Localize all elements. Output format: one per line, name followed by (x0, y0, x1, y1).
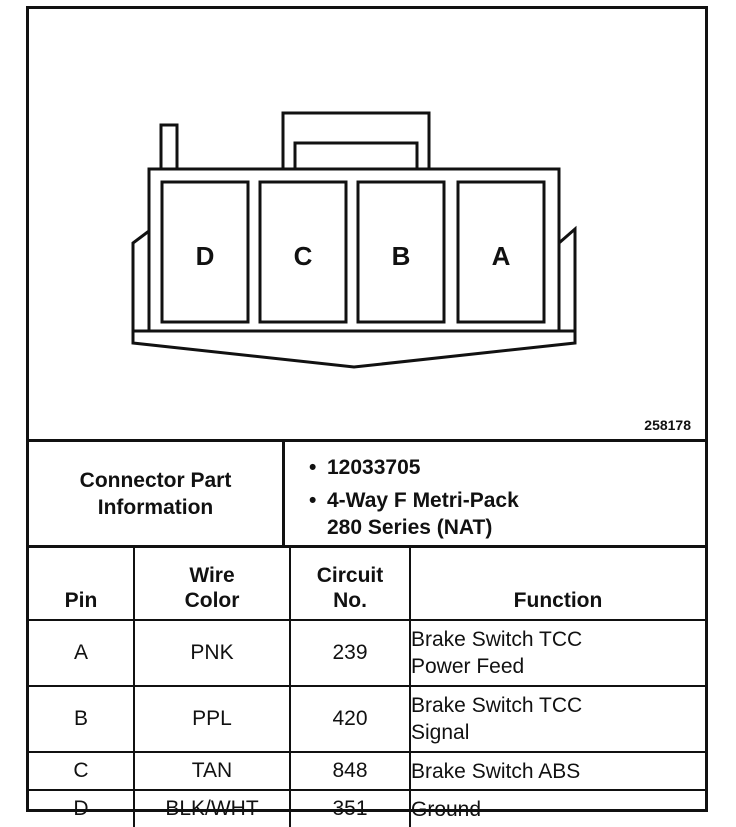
pin-cell: A (29, 620, 134, 686)
connector-info-label-line2: Information (97, 495, 214, 519)
connector-info-section (29, 442, 705, 548)
cavity-label-d: D (195, 241, 215, 271)
header-function: Function (410, 546, 705, 620)
function-cell (410, 686, 705, 752)
pin-cell: D (29, 790, 134, 827)
header-wire-color (134, 546, 290, 620)
function-cell (410, 620, 705, 686)
part-number: 12033705 (327, 456, 421, 479)
function-line1: Brake Switch TCC (411, 628, 583, 651)
latch-outer (283, 113, 429, 169)
cavity-label-b: B (391, 241, 411, 271)
wire-color-cell: TAN (134, 752, 290, 790)
connector-description-line2: 280 Series (NAT) (327, 516, 493, 539)
bullet-icon: • (309, 456, 317, 479)
function-cell: Ground (410, 790, 705, 827)
table-row (29, 790, 705, 827)
header-wire-color-line1: Wire (189, 564, 235, 587)
bottom-key (133, 331, 575, 367)
connector-description-item (297, 487, 519, 541)
table-row (29, 620, 705, 686)
circuit-cell: 351 (290, 790, 410, 827)
circuit-cell: 848 (290, 752, 410, 790)
left-wing (133, 231, 149, 331)
table-row (29, 752, 705, 790)
connector-info-label (29, 442, 285, 545)
connector-info-label-line1: Connector Part (79, 468, 232, 492)
wire-color-cell: BLK/WHT (134, 790, 290, 827)
right-wing (559, 229, 575, 331)
connector-sheet (26, 6, 708, 821)
header-wire-color-line2: Color (184, 589, 240, 612)
circuit-cell: 420 (290, 686, 410, 752)
function-cell: Brake Switch ABS (410, 752, 705, 790)
function-line2: Power Feed (411, 655, 525, 678)
latch-inner (295, 143, 417, 169)
connector-info-list (297, 454, 519, 547)
connector-face-drawing (29, 9, 705, 439)
cavity-label-a: A (491, 241, 511, 271)
pinout-table (29, 545, 705, 827)
part-number-item (297, 454, 519, 481)
circuit-cell: 239 (290, 620, 410, 686)
pin-cell: C (29, 752, 134, 790)
wire-color-cell: PNK (134, 620, 290, 686)
left-tab (161, 125, 177, 169)
wire-color-cell: PPL (134, 686, 290, 752)
header-circuit-line2: No. (333, 589, 367, 612)
figure-reference-number: 258178 (644, 417, 691, 433)
pin-cell: B (29, 686, 134, 752)
header-pin: Pin (29, 546, 134, 620)
pinout-header-row (29, 546, 705, 620)
header-circuit-no (290, 546, 410, 620)
connector-diagram (29, 9, 705, 442)
function-line2: Signal (411, 721, 470, 744)
header-circuit-line1: Circuit (316, 564, 384, 587)
table-row (29, 686, 705, 752)
cavity-label-c: C (293, 241, 313, 271)
connector-description-line1: 4-Way F Metri-Pack (327, 489, 519, 512)
function-line1: Brake Switch TCC (411, 694, 583, 717)
bullet-icon: • (309, 489, 317, 512)
